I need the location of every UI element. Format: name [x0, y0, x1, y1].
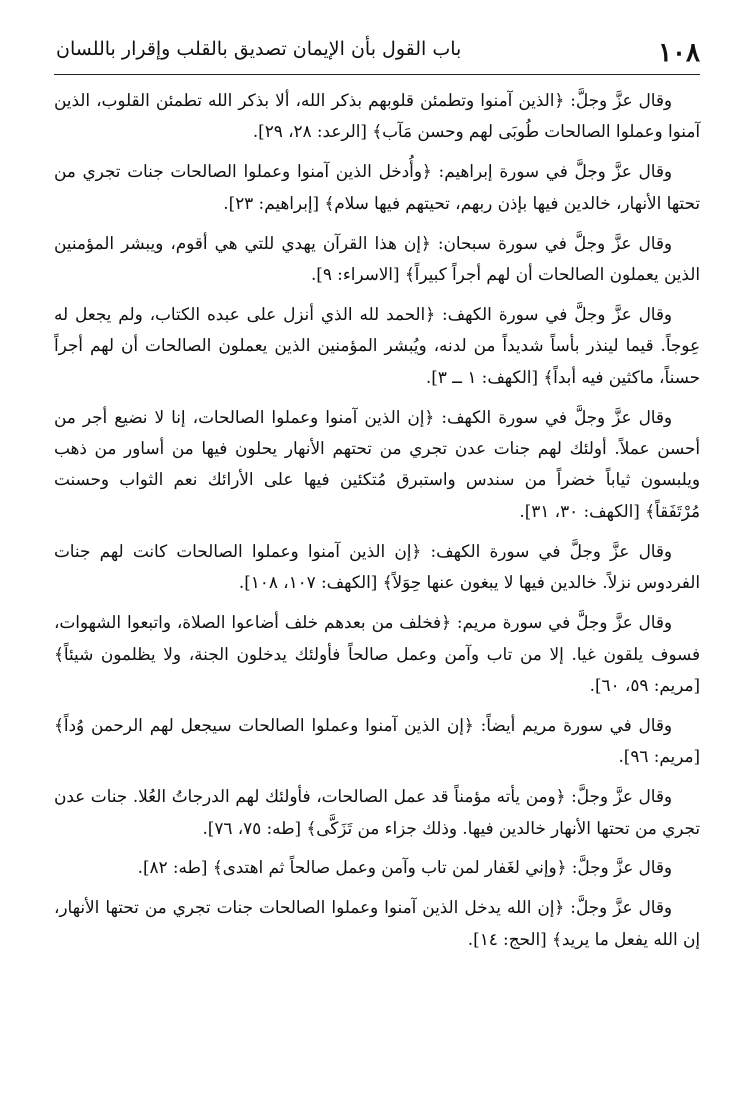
paragraph-al-hajj: وقال عزَّ وجلَّ: ﴿إن الله يدخل الذين آمنوا وعملوا الصالحات جنات تجري من تحتها الأنهار، إن الله يفعل ما يريد﴾ [الحج: ١٤]. — [54, 897, 700, 949]
paragraph-maryam-2: وقال في سورة مريم أيضاً: ﴿إن الذين آمنوا وعملوا الصالحات سيجعل لهم الرحمن وُداً﴾ [مريم: ٩٦]. — [54, 714, 700, 767]
page-number: ١٠٨ — [658, 38, 700, 68]
paragraph-taha-2: وقال عزَّ وجلَّ: ﴿وإني لغَفار لمن تاب وآمن وعمل صالحاً ثم اهتدى﴾ [طه: ٨٢]. — [137, 857, 672, 878]
paragraph-al-isra: وقال عزَّ وجلَّ في سورة سبحان: ﴿إن هذا القرآن يهدي للتي هي أقوم، ويبشر المؤمنين الذين يعملون الصالحات أن لهم أجراً كبيراً﴾ [الاسراء: ٩]. — [54, 232, 700, 285]
paragraph-maryam-1: وقال عزَّ وجلَّ في سورة مريم: ﴿فخلف من بعدهم خلف أضاعوا الصلاة، واتبعوا الشهوات، فسوف يلقون غيا. إلا من تاب وآمن وعمل صالحاً فأولئك يدخلون الجنة، ولا يظلمون شيئاً﴾ [مريم: ٥٩، ٦٠]. — [54, 612, 700, 695]
running-title: باب القول بأن الإيمان تصديق بالقلب وإقرار باللسان — [56, 38, 462, 60]
page-header — [54, 30, 700, 75]
paragraph-al-kahf-3: وقال عزَّ وجلَّ في سورة الكهف: ﴿إن الذين آمنوا وعملوا الصالحات كانت لهم جنات الفردوس نزلاً. خالدين فيها لا يبغون عنها حِوَلاً﴾ [الكهف: ١٠٧، ١٠٨]. — [54, 540, 700, 593]
paragraph-ar-rad: وقال عزَّ وجلَّ: ﴿الذين آمنوا وتطمئن قلوبهم بذكر الله، ألا بذكر الله تطمئن القلوب، الذين آمنوا وعملوا الصالحات طُوبَى لهم وحسن مَآب﴾ [الرعد: ٢٨، ٢٩]. — [54, 90, 700, 142]
page-body — [54, 75, 700, 955]
paragraph-al-kahf-2: وقال عزَّ وجلَّ في سورة الكهف: ﴿إن الذين آمنوا وعملوا الصالحات، إنا لا نضيع أجر من أحسن عملاً. أولئك لهم جنات عدن تجري من تحتهم الأنهار يحلون فيها من أساور من ذهب ويلبسون ثياباً خضراً من سندس واستبرق مُتكئين فيها على الأرائك نعم الثواب وحسنت مُرْتَفَقاً﴾ [الكهف: ٣٠، ٣١]. — [54, 406, 700, 521]
book-page — [54, 30, 700, 1090]
paragraph-ibrahim: وقال عزَّ وجلَّ في سورة إبراهيم: ﴿وأُدخل الذين آمنوا وعملوا الصالحات جنات تجري من تحتها الأنهار، خالدين فيها بإذن ربهم، تحيتهم فيها سلام﴾ [إبراهيم: ٢٣]. — [54, 161, 700, 213]
paragraph-al-kahf-1: وقال عزَّ وجلَّ في سورة الكهف: ﴿الحمد لله الذي أنزل على عبده الكتاب، ولم يجعل له عِوجاً. قيما لينذر بأساً شديداً من لدنه، ويُبشر المؤمنين الذين يعملون الصالحات أن لهم أجراً حسناً، ماكثين فيه أبداً﴾ [الكهف: ١ ــ ٣]. — [54, 303, 700, 387]
paragraph-taha-1: وقال عزَّ وجلَّ: ﴿ومن يأته مؤمناً قد عمل الصالحات، فأولئك لهم الدرجاتُ العُلا. جنات عدن تجري من تحتها الأنهار خالدين فيها. وذلك جزاء من تَزَكَّى﴾ [طه: ٧٥، ٧٦]. — [54, 786, 700, 838]
